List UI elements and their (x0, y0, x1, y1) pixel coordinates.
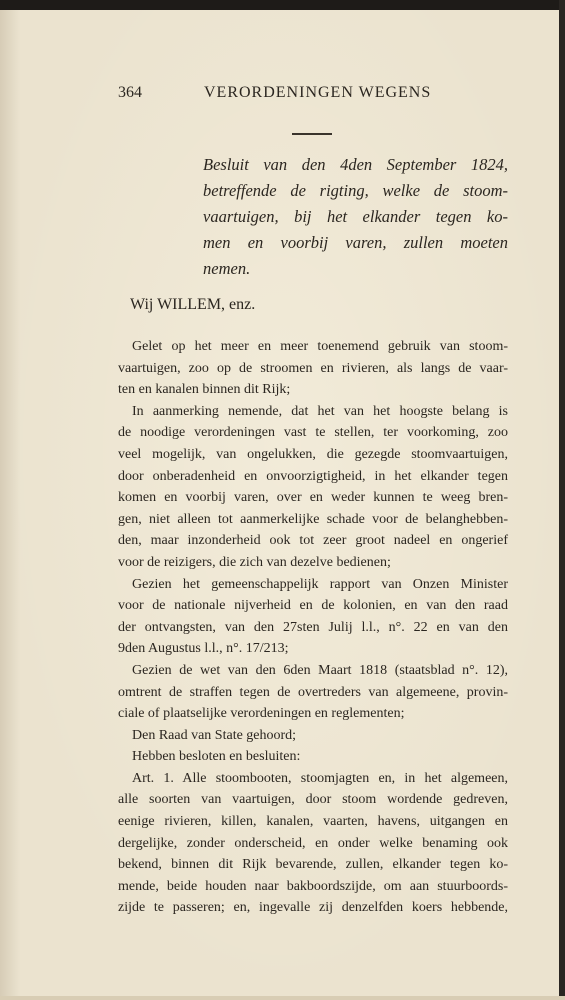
body-line: ten en kanalen binnen dit Rijk; (118, 382, 291, 398)
body-line: komen en voorbij varen, over en weder kunnen te weeg bren- (118, 490, 508, 506)
body-line: alle soorten van vaartuigen, door stoom wordende gedreven, (118, 792, 508, 808)
body-line: voor de nationale nijverheid en de kolonien, en van den raad (118, 598, 508, 614)
scan-border-right (559, 0, 565, 1000)
decree-title-line: betreffende de rigting, welke de stoom- (203, 181, 508, 200)
decree-title-line: men en voorbij varen, zullen moeten (203, 233, 508, 252)
body-line: In aanmerking nemende, dat het van het hoogste belang is (132, 403, 508, 419)
body-line: Gezien het gemeenschappelijk rapport van Onzen Minister (132, 576, 508, 592)
body-line: der ontvangsten, van den 27sten Julij l.l., n°. 22 en van den (118, 619, 508, 635)
section-rule (292, 133, 332, 135)
body-line: vaartuigen, zoo op de stroomen en rivieren, als langs de vaar- (118, 360, 508, 376)
decree-title-line: nemen. (203, 259, 251, 278)
decree-title-line: Besluit van den 4den September 1824, (203, 155, 508, 174)
scan-border-top (0, 0, 565, 10)
body-line: Hebben besloten en besluiten: (132, 749, 301, 765)
body-line: Den Raad van State gehoord; (132, 727, 297, 743)
body-line: omtrent de straffen tegen de overtreders van algemeene, provin- (118, 684, 508, 700)
body-line: de noodige verordeningen vast te stellen, ter voorkoming, zoo (118, 425, 508, 441)
body-line: bekend, binnen dit Rijk bevarende, zullen, elkander tegen ko- (118, 857, 508, 873)
body-line: voor de reizigers, die zich van dezelve bedienen; (118, 554, 391, 570)
running-head (118, 84, 508, 106)
salutation: Wij WILLEM, enz. (130, 296, 256, 313)
running-head-title: VERORDENINGEN WEGENS (204, 84, 432, 101)
body-line: Art. 1. Alle stoombooten, stoomjagten en, in het algemeen, (132, 770, 508, 786)
decree-title (203, 152, 508, 282)
body-line: Gelet op het meer en meer toenemend gebruik van stoom- (132, 339, 508, 354)
body-line: ciale of plaatselijke verordeningen en reglementen; (118, 706, 405, 722)
page-edge-bottom (0, 996, 565, 1000)
decree-body (118, 336, 508, 919)
body-line: 9den Augustus l.l., n°. 17/213; (118, 641, 289, 657)
body-line: veel mogelijk, van ongelukken, die gezegde stoomvaartuigen, (118, 446, 508, 462)
body-line: den, maar inzonderheid ook tot zeer groot nadeel en ongerief (118, 533, 508, 549)
body-line: mende, beide houden naar bakboordszijde, om aan stuurboords- (118, 878, 508, 894)
body-line: eenige rivieren, killen, kanalen, vaarten, havens, uitgangen en (118, 814, 508, 830)
body-line: gen, niet alleen tot aanmerkelijke schade voor de belanghebben- (118, 511, 508, 527)
body-line: zijde te passeren; en, ingevalle zij denzelfden koers hebbende, (118, 900, 508, 916)
body-line: door onberadenheid en onvoorzigtigheid, in het elkander tegen (118, 468, 508, 484)
decree-title-line: vaartuigen, bij het elkander tegen ko- (203, 207, 508, 226)
page-number: 364 (118, 84, 142, 101)
body-line: Gezien de wet van den 6den Maart 1818 (staatsblad n°. 12), (132, 662, 508, 678)
body-line: dergelijke, zonder onderscheid, en onder welke benaming ook (118, 835, 508, 851)
